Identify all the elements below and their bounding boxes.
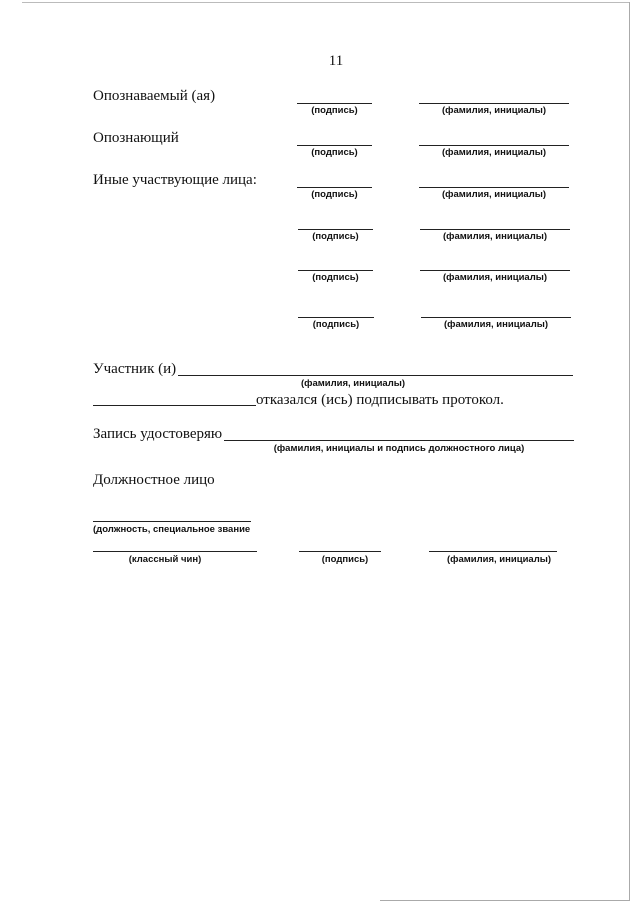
participants-label: Участник (и) bbox=[93, 361, 177, 377]
other-3-name-line[interactable] bbox=[420, 270, 570, 271]
identifier-signature-line[interactable] bbox=[297, 145, 372, 146]
official-label: Должностное лицо bbox=[93, 472, 215, 488]
other-3-signature-line[interactable] bbox=[298, 270, 373, 271]
official-signature-line[interactable] bbox=[299, 551, 381, 552]
identifier-label: Опознающий bbox=[93, 130, 179, 146]
identified-signature-line[interactable] bbox=[297, 103, 372, 104]
other-4-name-line[interactable] bbox=[421, 317, 571, 318]
certification-caption: (фамилия, инициалы и подпись должностного лица) bbox=[273, 443, 525, 454]
participants-name-caption: (фамилия, инициалы) bbox=[300, 378, 406, 389]
other-2-signature-line[interactable] bbox=[298, 229, 373, 230]
certification-line[interactable] bbox=[224, 440, 574, 441]
signature-caption: (подпись) bbox=[321, 554, 369, 565]
page-number: 11 bbox=[328, 53, 344, 69]
name-caption: (фамилия, инициалы) bbox=[441, 189, 547, 200]
other-participants-label: Иные участвующие лица: bbox=[93, 172, 257, 188]
identified-name-line[interactable] bbox=[419, 103, 569, 104]
name-caption: (фамилия, инициалы) bbox=[443, 319, 549, 330]
other-4-signature-line[interactable] bbox=[298, 317, 374, 318]
certification-label: Запись удостоверяю bbox=[93, 426, 223, 442]
name-caption: (фамилия, инициалы) bbox=[442, 231, 548, 242]
identifier-name-line[interactable] bbox=[419, 145, 569, 146]
official-class-rank-line[interactable] bbox=[93, 551, 257, 552]
other-1-signature-line[interactable] bbox=[297, 187, 372, 188]
refused-blank-line[interactable] bbox=[93, 405, 256, 406]
official-name-line[interactable] bbox=[429, 551, 557, 552]
name-caption: (фамилия, инициалы) bbox=[446, 554, 552, 565]
page-edge-bottom bbox=[380, 900, 630, 901]
signature-caption: (подпись) bbox=[312, 231, 359, 242]
signature-caption: (подпись) bbox=[312, 272, 359, 283]
refused-text: отказался (ись) подписывать протокол. bbox=[256, 392, 504, 408]
class-rank-caption: (классный чин) bbox=[128, 554, 202, 565]
other-1-name-line[interactable] bbox=[419, 187, 569, 188]
identified-label: Опознаваемый (ая) bbox=[93, 88, 216, 104]
signature-caption: (подпись) bbox=[311, 147, 358, 158]
name-caption: (фамилия, инициалы) bbox=[441, 147, 547, 158]
position-rank-caption: (должность, специальное звание bbox=[93, 524, 251, 535]
signature-caption: (подпись) bbox=[311, 105, 358, 116]
name-caption: (фамилия, инициалы) bbox=[441, 105, 547, 116]
page-edge-right bbox=[629, 2, 630, 901]
signature-caption: (подпись) bbox=[311, 189, 358, 200]
page-edge-top bbox=[22, 2, 630, 3]
signature-caption: (подпись) bbox=[312, 319, 360, 330]
name-caption: (фамилия, инициалы) bbox=[442, 272, 548, 283]
other-2-name-line[interactable] bbox=[420, 229, 570, 230]
official-position-line[interactable] bbox=[93, 521, 251, 522]
participants-name-line[interactable] bbox=[178, 375, 573, 376]
